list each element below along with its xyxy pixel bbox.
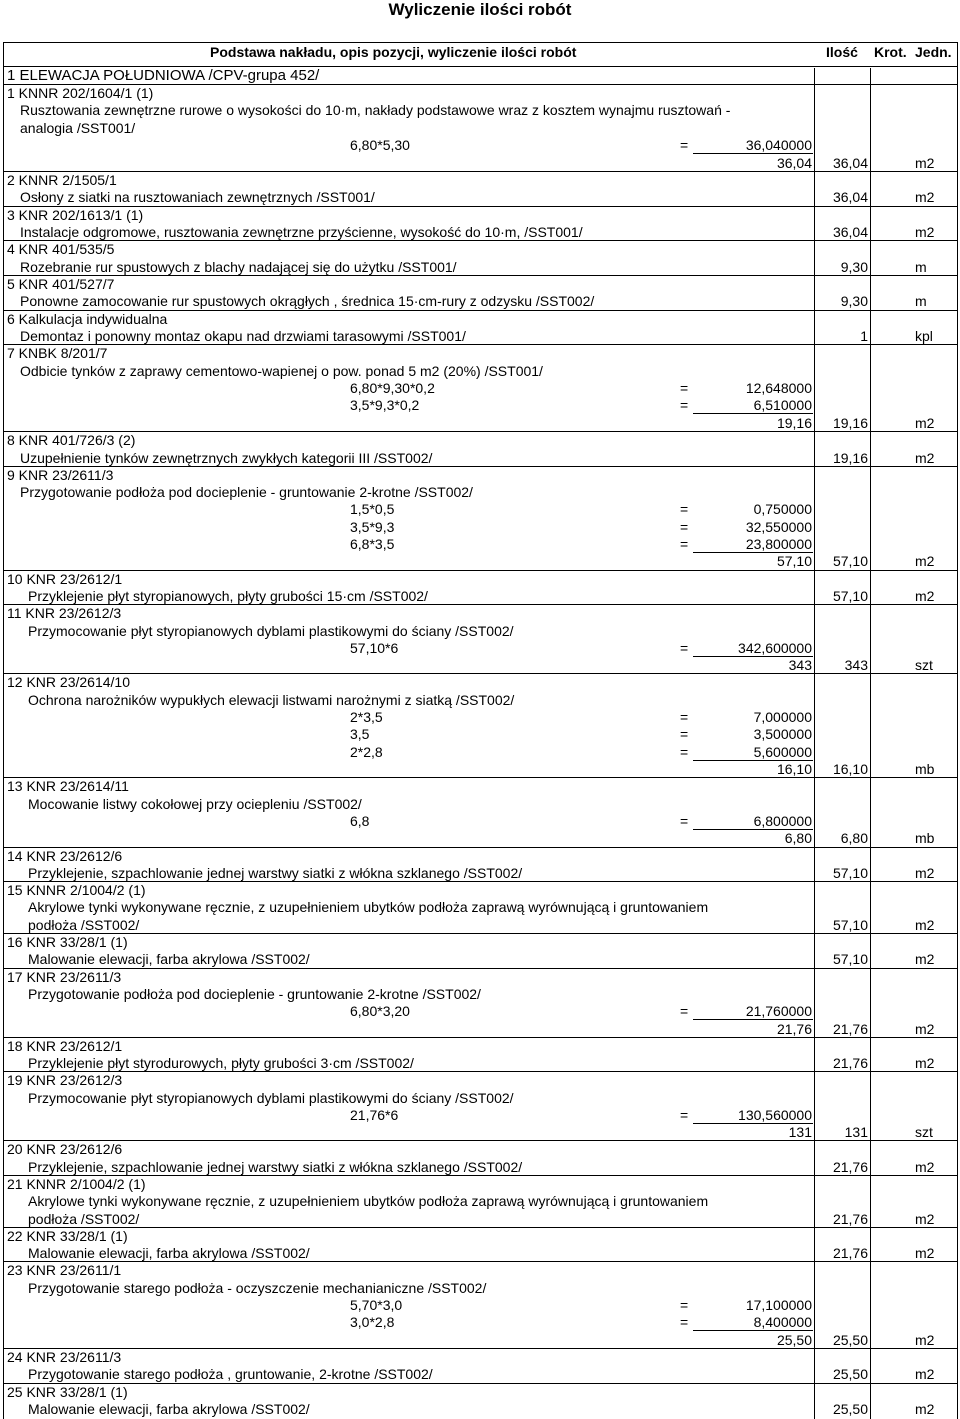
position-divider [3,1348,958,1349]
unit-value: m2 [915,1159,935,1175]
equals-sign: = [680,137,689,153]
position-description: Przygotowanie starego podłoża - oczyszczenie mechanianiczne /SST002/ [28,1280,487,1296]
position-header: 3 KNR 202/1613/1 (1) [7,207,144,223]
position-divider [3,968,958,969]
calc-expression: 57,10*6 [350,640,399,656]
calc-expression: 3,5*9,3 [350,519,395,535]
calc-result: 342,600000 [738,640,812,656]
position-header: 11 KNR 23/2612/3 [7,605,122,621]
position-divider [3,431,958,432]
calc-expression: 3,0*2,8 [350,1314,395,1330]
position-header: 9 KNR 23/2611/3 [7,467,114,483]
unit-value: m2 [915,450,935,466]
unit-value: m [915,259,927,275]
position-description: Malowanie elewacji, farba akrylowa /SST002/ [28,1401,310,1417]
quantity-value: 16,10 [832,761,868,777]
subtotal-value: 16,10 [776,761,812,777]
quantity-value: 36,04 [832,155,868,171]
position-description: Malowanie elewacji, farba akrylowa /SST002/ [28,951,310,967]
position-divider [3,570,958,571]
position-divider [3,604,958,605]
unit-value: m2 [915,1401,935,1417]
unit-value: mb [915,761,935,777]
position-divider [3,777,958,778]
result-underline [693,1019,813,1020]
header-krot: Krot. [874,44,907,60]
position-header: 1 KNNR 202/1604/1 (1) [7,85,154,101]
quantity-value: 25,50 [832,1401,868,1417]
calc-result: 5,600000 [753,744,812,760]
position-header: 23 KNR 23/2611/1 [7,1262,122,1278]
unit-value: m [915,293,927,309]
position-divider [3,240,958,241]
position-header: 20 KNR 23/2612/6 [7,1141,123,1157]
calc-expression: 5,70*3,0 [350,1297,403,1313]
quantity-value: 25,50 [832,1366,868,1382]
unit-value: m2 [915,1211,935,1227]
position-divider [3,673,958,674]
quantity-value: 36,04 [832,189,868,205]
equals-sign: = [680,397,689,413]
calc-expression: 3,5 [350,726,370,742]
position-header: 17 KNR 23/2611/3 [7,969,122,985]
position-description: Rusztowania zewnętrzne rurowe o wysokości do 10·m, nakłady podstawowe wraz z kosztem wynajmu rusztowań - [20,102,731,118]
position-header: 4 KNR 401/535/5 [7,241,115,257]
position-description: Akrylowe tynki wykonywane ręcznie, z uzupełnieniem ubytków podłoża zaprawą wyrównującą i gruntowaniem [28,1193,709,1209]
position-description: Przygotowanie starego podłoża , gruntowanie, 2-krotne /SST002/ [28,1366,433,1382]
unit-value: mb [915,830,935,846]
position-description: Instalacje odgromowe, rusztowania zewnętrzne przyścienne, wysokość do 10·m, /SST001/ [20,224,583,240]
unit-value: m2 [915,588,935,604]
unit-value: m2 [915,1332,935,1348]
quantity-value: 57,10 [832,553,868,569]
quantity-value: 9,30 [840,259,868,275]
unit-value: m2 [915,917,935,933]
position-header: 15 KNNR 2/1004/2 (1) [7,882,146,898]
calc-result: 130,560000 [738,1107,812,1123]
calc-result: 21,760000 [745,1003,812,1019]
unit-value: m2 [915,1245,935,1261]
calc-expression: 1,5*0,5 [350,501,395,517]
position-description: Przyklejenie, szpachlowanie jednej warstwy siatki z włókna szklanego /SST002/ [28,865,523,881]
calc-result: 23,800000 [745,536,812,552]
position-divider [3,933,958,934]
result-underline [693,1330,813,1331]
position-description: Ochrona narożników wypukłych elewacji listwami narożnymi z siatką /SST002/ [28,692,515,708]
unit-value: m2 [915,224,935,240]
position-divider [3,881,958,882]
position-divider [3,1383,958,1384]
quantity-value: 343 [844,657,868,673]
unit-value: m2 [915,1021,935,1037]
result-underline [693,153,813,154]
position-divider [3,1071,958,1072]
position-header: 16 KNR 33/28/1 (1) [7,934,128,950]
position-header: 8 KNR 401/726/3 (2) [7,432,136,448]
quantity-value: 19,16 [832,415,868,431]
equals-sign: = [680,1314,689,1330]
position-description: Przymocowanie płyt styropianowych dyblami plastikowymi do ściany /SST002/ [28,1090,514,1106]
calc-expression: 6,8 [350,813,370,829]
calc-result: 7,000000 [753,709,812,725]
position-header: 13 KNR 23/2614/11 [7,778,129,794]
header-qty: Ilość [826,44,858,60]
quantity-value: 36,04 [832,224,868,240]
subtotal-value: 343 [788,657,812,673]
calc-expression: 21,76*6 [350,1107,399,1123]
subtotal-value: 25,50 [776,1332,812,1348]
equals-sign: = [680,501,689,517]
position-header: 5 KNR 401/527/7 [7,276,115,292]
quantity-value: 21,76 [832,1021,868,1037]
calc-result: 17,100000 [745,1297,812,1313]
position-header: 21 KNNR 2/1004/2 (1) [7,1176,146,1192]
equals-sign: = [680,709,689,725]
unit-value: m2 [915,553,935,569]
unit-value: m2 [915,951,935,967]
calc-result: 0,750000 [753,501,812,517]
header-desc: Podstawa nakładu, opis pozycji, wyliczenie ilości robót [210,44,577,60]
calc-expression: 2*2,8 [350,744,383,760]
quantity-value: 57,10 [832,917,868,933]
equals-sign: = [680,640,689,656]
calc-result: 36,040000 [745,137,812,153]
calc-expression: 6,8*3,5 [350,536,395,552]
quantity-value: 21,76 [832,1211,868,1227]
position-description: Przyklejenie płyt styrodurowych, płyty grubości 3·cm /SST002/ [28,1055,414,1071]
calc-result: 6,510000 [753,397,812,413]
header-unit: Jedn. [915,44,952,60]
equals-sign: = [680,1107,689,1123]
column-divider-krot [870,68,871,1419]
calc-expression: 6,80*5,30 [350,137,410,153]
subtotal-value: 21,76 [776,1021,812,1037]
quantity-value: 131 [844,1124,868,1140]
position-description: podłoża /SST002/ [28,917,140,933]
position-header: 19 KNR 23/2612/3 [7,1072,123,1088]
unit-value: m2 [915,155,935,171]
calc-expression: 6,80*9,30*0,2 [350,380,435,396]
unit-value: kpl [915,328,933,344]
equals-sign: = [680,744,689,760]
position-divider [3,1175,958,1176]
calc-expression: 2*3,5 [350,709,383,725]
position-description: Uzupełnienie tynków zewnętrznych zwykłych kategorii III /SST002/ [20,450,433,466]
calc-expression: 6,80*3,20 [350,1003,410,1019]
subtotal-value: 131 [788,1124,812,1140]
quantity-value: 9,30 [840,293,868,309]
subtotal-value: 36,04 [776,155,812,171]
position-header: 18 KNR 23/2612/1 [7,1038,123,1054]
calc-expression: 3,5*9,3*0,2 [350,397,420,413]
position-divider [3,1227,958,1228]
quantity-value: 19,16 [832,450,868,466]
equals-sign: = [680,380,689,396]
position-description: Demontaz i ponowny montaz okapu nad drzwiami tarasowymi /SST001/ [20,328,466,344]
quantity-value: 57,10 [832,951,868,967]
unit-value: m2 [915,1366,935,1382]
position-divider [3,275,958,276]
position-header: 14 KNR 23/2612/6 [7,848,123,864]
position-description: Mocowanie listwy cokołowej przy ociepleniu /SST002/ [28,796,362,812]
quantity-value: 21,76 [832,1159,868,1175]
position-description: Odbicie tynków z zaprawy cementowo-wapienej o pow. ponad 5 m2 (20%) /SST001/ [20,363,543,379]
unit-value: m2 [915,415,935,431]
result-underline [693,413,813,414]
quantity-value: 57,10 [832,865,868,881]
quantity-value: 25,50 [832,1332,868,1348]
unit-value: m2 [915,865,935,881]
position-header: 6 Kalkulacja indywidualna [7,311,168,327]
calc-result: 32,550000 [745,519,812,535]
position-description: Osłony z siatki na rusztowaniach zewnętrznych /SST001/ [20,189,375,205]
quantity-value: 1 [860,328,868,344]
position-header: 24 KNR 23/2611/3 [7,1349,122,1365]
position-description: Rozebranie rur spustowych z blachy nadającej się do użytku /SST001/ [20,259,457,275]
position-description: podłoża /SST002/ [28,1211,140,1227]
position-description: Przyklejenie, szpachlowanie jednej warstwy siatki z włókna szklanego /SST002/ [28,1159,523,1175]
position-divider [3,466,958,467]
equals-sign: = [680,726,689,742]
position-divider [3,171,958,172]
position-description: Przyklejenie płyt styropianowych, płyty grubości 15·cm /SST002/ [28,588,428,604]
position-header: 12 KNR 23/2614/10 [7,674,130,690]
position-divider [3,847,958,848]
subtotal-value: 19,16 [776,415,812,431]
position-divider [3,1037,958,1038]
position-header: 10 KNR 23/2612/1 [7,571,123,587]
position-description: Ponowne zamocowanie rur spustowych okrągłych , średnica 15·cm-rury z odzysku /SST002/ [20,293,595,309]
unit-value: m2 [915,189,935,205]
position-description: Przygotowanie podłoża pod docieplenie - gruntowanie 2-krotne /SST002/ [28,986,481,1002]
position-divider [3,344,958,345]
equals-sign: = [680,1003,689,1019]
quantity-value: 57,10 [832,588,868,604]
position-header: 22 KNR 33/28/1 (1) [7,1228,128,1244]
unit-value: m2 [915,1055,935,1071]
position-description: Malowanie elewacji, farba akrylowa /SST002/ [28,1245,310,1261]
position-description: analogia /SST001/ [20,120,136,136]
quantity-value: 21,76 [832,1245,868,1261]
position-header: 7 KNBK 8/201/7 [7,345,108,361]
calc-result: 8,400000 [753,1314,812,1330]
position-divider [3,1261,958,1262]
subtotal-value: 57,10 [776,553,812,569]
quantity-value: 6,80 [840,830,868,846]
position-description: Przymocowanie płyt styropianowych dyblami plastikowymi do ściany /SST002/ [28,623,514,639]
position-header: 2 KNNR 2/1505/1 [7,172,117,188]
position-description: Akrylowe tynki wykonywane ręcznie, z uzupełnieniem ubytków podłoża zaprawą wyrównującą i gruntowaniem [28,899,709,915]
equals-sign: = [680,536,689,552]
page-title: Wyliczenie ilości robót [388,0,572,19]
position-divider [3,1140,958,1141]
section-heading: 1 ELEWACJA POŁUDNIOWA /CPV-grupa 452/ [7,67,320,84]
equals-sign: = [680,1297,689,1313]
unit-value: szt [915,657,933,673]
calc-result: 3,500000 [753,726,812,742]
calc-result: 12,648000 [745,380,812,396]
equals-sign: = [680,519,689,535]
equals-sign: = [680,813,689,829]
unit-value: szt [915,1124,933,1140]
quantity-value: 21,76 [832,1055,868,1071]
subtotal-value: 6,80 [784,830,812,846]
calc-result: 6,800000 [753,813,812,829]
position-description: Przygotowanie podłoża pod docieplenie - gruntowanie 2-krotne /SST002/ [20,484,473,500]
position-divider [3,206,958,207]
position-header: 25 KNR 33/28/1 (1) [7,1384,128,1400]
